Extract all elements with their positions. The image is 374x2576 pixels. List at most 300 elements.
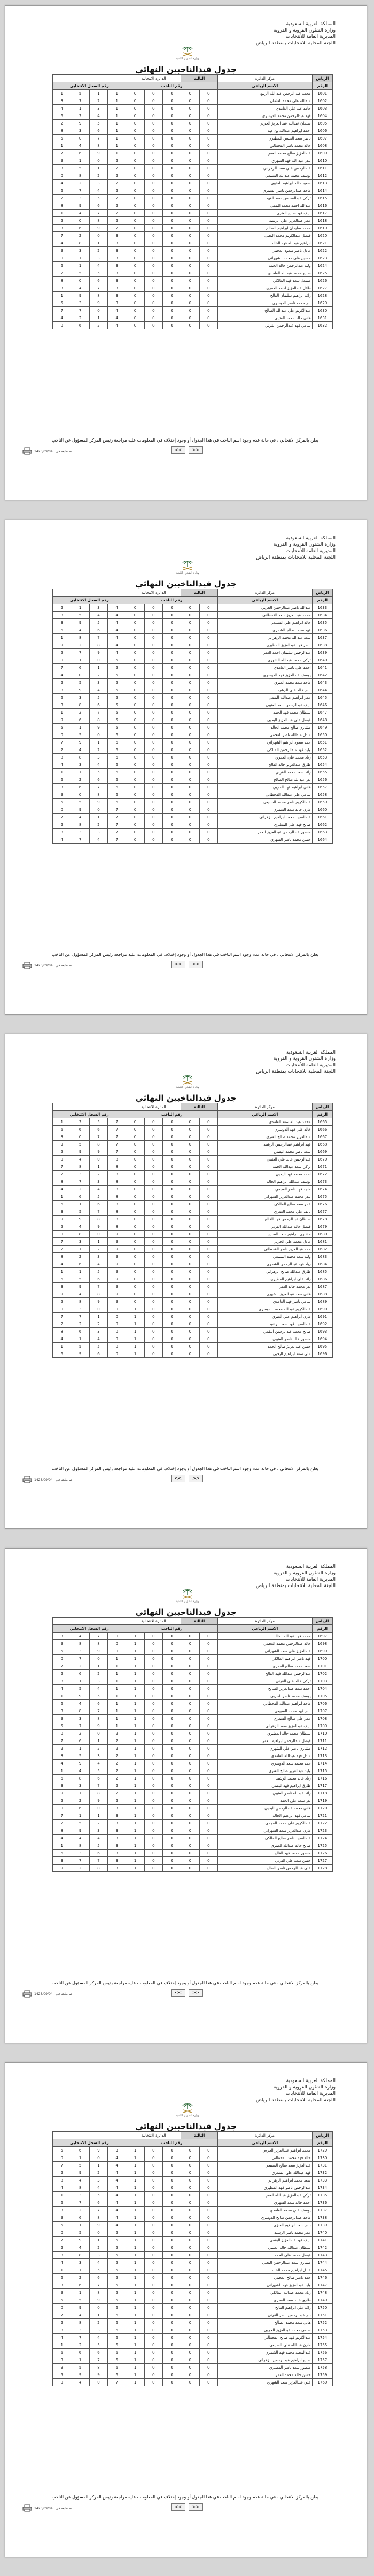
digit-cell: 0	[199, 724, 217, 731]
digit-cell: 0	[181, 1775, 199, 1782]
print-footer	[22, 1476, 72, 1483]
prev-page-button[interactable]: <<	[171, 2503, 185, 2511]
digit-cell: 1	[126, 2356, 144, 2364]
digit-cell: 0	[163, 634, 181, 641]
digit-cell: 1	[89, 239, 107, 247]
digit-cell: 4	[71, 626, 89, 634]
digit-cell: 4	[53, 2259, 71, 2266]
document-page	[5, 1548, 367, 2043]
digit-cell: 0	[199, 1328, 217, 1335]
table-row	[53, 686, 333, 694]
digit-cell: 0	[163, 641, 181, 649]
digit-cell: 4	[108, 2162, 126, 2169]
printer-icon[interactable]	[22, 962, 32, 969]
table-row	[53, 1335, 333, 1343]
digit-cell: 0	[144, 2169, 162, 2177]
digit-cell: 6	[53, 1700, 71, 1707]
digit-cell: 0	[126, 165, 144, 172]
digit-cell: 5	[53, 799, 71, 806]
digit-cell: 0	[144, 172, 162, 180]
table-row	[53, 1163, 333, 1171]
digit-cell: 9	[71, 1692, 89, 1700]
digit-cell: 0	[126, 97, 144, 105]
digit-cell: 0	[108, 1647, 126, 1655]
voter-name: عادل ابراهيم محمد الخالد	[217, 2266, 312, 2274]
digit-cell: 1	[71, 2356, 89, 2364]
digit-cell: 2	[108, 202, 126, 210]
row-number: 1615	[312, 195, 332, 202]
voter-name: ناصر فهد عبدالعزيز المطيري	[217, 641, 312, 649]
digit-cell: 0	[199, 1647, 217, 1655]
digit-cell: 6	[108, 2356, 126, 2364]
digit-cell: 0	[144, 1760, 162, 1767]
digit-cell: 2	[53, 2169, 71, 2177]
printer-icon[interactable]	[22, 1476, 32, 1483]
digit-cell: 0	[163, 1745, 181, 1752]
digit-cell: 0	[163, 2281, 181, 2289]
digit-cell: 0	[144, 2364, 162, 2371]
digit-cell: 0	[163, 1148, 181, 1156]
digit-cell: 1	[126, 1335, 144, 1343]
next-page-button[interactable]: >>	[189, 1475, 203, 1482]
digit-cell: 0	[181, 1343, 199, 1350]
center-label: مركز الدائرة	[217, 1103, 312, 1111]
table-row	[53, 1193, 333, 1201]
digit-cell: 0	[144, 1662, 162, 1670]
digit-cell: 9	[53, 1790, 71, 1797]
digit-cell: 0	[126, 649, 144, 656]
digit-cell: 6	[71, 322, 89, 329]
digit-cell: 0	[199, 1805, 217, 1812]
digit-cell: 7	[71, 649, 89, 656]
digit-cell: 0	[181, 262, 199, 269]
table-row	[53, 1260, 333, 1268]
digit-cell: 6	[53, 262, 71, 269]
emblem-caption: وزارة الشؤون البلدية	[176, 571, 199, 575]
digit-cell: 4	[71, 210, 89, 217]
digit-cell: 0	[53, 1655, 71, 1662]
digit-cell: 0	[181, 1313, 199, 1320]
digit-cell: 0	[163, 2311, 181, 2319]
digit-cell: 9	[71, 1350, 89, 1358]
table-row	[53, 127, 333, 135]
digit-cell: 4	[53, 239, 71, 247]
row-number: 1750	[312, 2304, 332, 2311]
digit-cell: 3	[108, 1850, 126, 1857]
digit-cell: 0	[144, 1290, 162, 1298]
digit-cell: 9	[89, 225, 107, 232]
voter-name: بندر سعد ابراهيم العنزي	[217, 2222, 312, 2229]
digit-cell: 0	[144, 1343, 162, 1350]
digit-cell: 7	[89, 1208, 107, 1216]
printer-icon[interactable]	[22, 447, 32, 455]
digit-cell: 0	[163, 277, 181, 284]
digit-cell: 5	[53, 649, 71, 656]
table-row	[53, 619, 333, 626]
digit-cell: 4	[53, 2184, 71, 2192]
digit-cell: 1	[126, 2371, 144, 2379]
digit-cell: 0	[181, 1670, 199, 1677]
digit-cell: 8	[53, 277, 71, 284]
digit-cell: 1	[89, 90, 107, 97]
digit-cell: 0	[144, 2237, 162, 2244]
next-page-button[interactable]: >>	[189, 961, 203, 968]
digit-cell: 0	[181, 686, 199, 694]
digit-cell: 0	[181, 284, 199, 292]
table-row	[53, 1820, 333, 1827]
digit-cell: 0	[181, 731, 199, 739]
table-row	[53, 112, 333, 120]
header-row	[53, 82, 333, 90]
digit-cell: 5	[89, 1692, 107, 1700]
table-row	[53, 2364, 333, 2371]
digit-cell: 1	[126, 1677, 144, 1685]
table-row	[53, 2147, 333, 2154]
table-row	[53, 2281, 333, 2289]
digit-cell: 2	[108, 217, 126, 225]
digit-cell: 6	[71, 1328, 89, 1335]
digit-cell: 2	[108, 1782, 126, 1790]
digit-cell: 5	[71, 2229, 89, 2237]
table-row	[53, 202, 333, 210]
digit-cell: 0	[181, 254, 199, 262]
row-number: 1662	[312, 821, 332, 829]
digit-cell: 1	[71, 105, 89, 112]
digit-cell: 0	[199, 1865, 217, 1872]
table-row	[53, 1790, 333, 1797]
table-row	[53, 2199, 333, 2207]
table-row	[53, 105, 333, 112]
digit-cell: 7	[53, 232, 71, 239]
digit-cell: 5	[53, 2296, 71, 2304]
digit-cell: 9	[89, 649, 107, 656]
digit-cell: 0	[144, 776, 162, 784]
digit-cell: 9	[89, 2371, 107, 2379]
digit-cell: 0	[163, 262, 181, 269]
digit-cell: 0	[53, 322, 71, 329]
digit-cell: 8	[71, 2184, 89, 2192]
digit-cell: 0	[163, 1850, 181, 1857]
digit-cell: 1	[126, 1775, 144, 1782]
prev-page-button[interactable]: <<	[171, 961, 185, 968]
digit-cell: 0	[126, 1163, 144, 1171]
next-page-button[interactable]: >>	[189, 446, 203, 454]
digit-cell: 0	[163, 97, 181, 105]
print-footer	[22, 447, 72, 455]
digit-cell: 0	[199, 1163, 217, 1171]
digit-cell: 1	[126, 1737, 144, 1745]
digit-cell: 0	[126, 1253, 144, 1260]
digit-cell: 0	[126, 1178, 144, 1186]
digit-cell: 0	[199, 1298, 217, 1305]
digit-cell: 4	[53, 761, 71, 769]
table-row	[53, 142, 333, 150]
row-number: 1737	[312, 2207, 332, 2214]
prev-page-button[interactable]: <<	[171, 1989, 185, 1997]
digit-cell: 5	[89, 269, 107, 277]
digit-cell: 0	[163, 769, 181, 776]
digit-cell: 0	[163, 1842, 181, 1850]
digit-cell: 0	[181, 142, 199, 150]
digit-cell: 3	[71, 2192, 89, 2199]
table-row	[53, 641, 333, 649]
digit-cell: 0	[144, 2371, 162, 2379]
table-row	[53, 150, 333, 157]
digit-cell: 0	[89, 2229, 107, 2237]
prev-page-button[interactable]: <<	[171, 446, 185, 454]
digit-cell: 9	[53, 247, 71, 254]
digit-cell: 0	[126, 292, 144, 299]
table-row	[53, 694, 333, 701]
digit-cell: 6	[89, 1275, 107, 1283]
digit-cell: 0	[181, 105, 199, 112]
row-number: 1683	[312, 1253, 332, 1260]
digit-cell: 7	[71, 307, 89, 314]
digit-cell: 2	[89, 2319, 107, 2326]
digit-cell: 0	[181, 634, 199, 641]
row-number: 1681	[312, 1238, 332, 1246]
digit-cell: 0	[163, 1700, 181, 1707]
table-row	[53, 225, 333, 232]
next-page-button[interactable]: >>	[189, 1989, 203, 1997]
row-number: 1640	[312, 656, 332, 664]
digit-cell: 0	[144, 1670, 162, 1677]
row-number: 1748	[312, 2289, 332, 2296]
digit-cell: 0	[71, 135, 89, 142]
voter-table	[52, 589, 333, 844]
digit-cell: 0	[163, 836, 181, 844]
digit-cell: 0	[108, 1343, 126, 1350]
digit-cell: 2	[89, 2169, 107, 2177]
digit-cell: 3	[53, 1208, 71, 1216]
row-number: 1760	[312, 2379, 332, 2386]
table-row	[53, 1850, 333, 1857]
digit-cell: 3	[71, 1850, 89, 1857]
voter-name: عبدالرحمن ناصر فهد المطيري	[217, 2184, 312, 2192]
center-label: مركز الدائرة	[217, 75, 312, 82]
digit-cell: 7	[71, 1722, 89, 1730]
digit-cell: 2	[71, 2341, 89, 2349]
digit-cell: 0	[199, 2356, 217, 2364]
row-number: 1746	[312, 2274, 332, 2281]
digit-cell: 0	[126, 187, 144, 195]
col-num: الرقم	[312, 82, 332, 90]
row-number: 1634	[312, 612, 332, 619]
digit-cell: 0	[181, 1677, 199, 1685]
digit-cell: 0	[126, 232, 144, 239]
digit-cell: 6	[53, 2199, 71, 2207]
next-page-button[interactable]: >>	[189, 2503, 203, 2511]
digit-cell: 0	[163, 761, 181, 769]
table-row	[53, 2311, 333, 2319]
digit-cell: 0	[144, 195, 162, 202]
table-row	[53, 2162, 333, 2169]
digit-cell: 0	[199, 2379, 217, 2386]
digit-cell: 2	[89, 247, 107, 254]
voter-name: حمد محمد سعد الدوسري	[217, 1760, 312, 1767]
digit-cell: 0	[144, 769, 162, 776]
digit-cell: 3	[53, 701, 71, 709]
digit-cell: 1	[126, 1328, 144, 1335]
digit-cell: 5	[71, 1343, 89, 1350]
voter-name: محمد ابراهيم عبدالعزيز الحربي	[217, 2147, 312, 2154]
digit-cell: 0	[181, 172, 199, 180]
digit-cell: 0	[181, 1633, 199, 1640]
digit-cell: 7	[89, 709, 107, 716]
digit-cell: 7	[71, 1178, 89, 1186]
digit-cell: 0	[144, 262, 162, 269]
row-number: 1625	[312, 269, 332, 277]
col-reg-no: رقم السجل الانتخابي	[53, 2139, 126, 2147]
digit-cell: 0	[126, 254, 144, 262]
digit-cell: 2	[53, 1320, 71, 1328]
voter-name: عبدالعزيز سعد صالح السبيعي	[217, 2162, 312, 2169]
digit-cell: 0	[181, 232, 199, 239]
digit-cell: 1	[126, 2349, 144, 2356]
digit-cell: 0	[163, 247, 181, 254]
digit-cell: 0	[181, 671, 199, 679]
row-number: 1629	[312, 299, 332, 307]
digit-cell: 0	[181, 2162, 199, 2169]
digit-cell: 7	[108, 1148, 126, 1156]
voter-name: احمد محمد فهد اليحيى	[217, 1171, 312, 1178]
digit-cell: 0	[53, 1805, 71, 1812]
digit-cell: 1	[126, 2147, 144, 2154]
digit-cell: 0	[181, 247, 199, 254]
digit-cell: 0	[144, 784, 162, 791]
digit-cell: 0	[199, 2177, 217, 2184]
table-row	[53, 2259, 333, 2266]
voter-name: رائد علي ابراهيم المطيري	[217, 1275, 312, 1283]
voter-name: يوسف محمد ناصر الحربي	[217, 1692, 312, 1700]
table-row	[53, 2289, 333, 2296]
digit-cell: 1	[89, 2162, 107, 2169]
digit-cell: 0	[126, 1141, 144, 1148]
letterhead-line: المملكة العربية السعودية	[286, 1050, 336, 1055]
voter-name: طارق عبدالله صالح الزهراني	[217, 1268, 312, 1275]
digit-cell: 0	[163, 784, 181, 791]
table-row	[53, 784, 333, 791]
digit-cell: 0	[126, 671, 144, 679]
voter-name: يوسف محمد عبدالله السبيعي	[217, 172, 312, 180]
digit-cell: 0	[144, 1820, 162, 1827]
digit-cell: 0	[199, 239, 217, 247]
digit-cell: 0	[163, 1685, 181, 1692]
col-num: الرقم	[312, 597, 332, 604]
header-row	[53, 597, 333, 604]
row-number: 1755	[312, 2341, 332, 2349]
digit-cell: 9	[89, 299, 107, 307]
digit-cell: 0	[126, 1193, 144, 1201]
row-number: 1641	[312, 664, 332, 671]
voter-name: ماجد عبدالرحمن ناصر الشمري	[217, 187, 312, 195]
voter-name: زياد محمد علي العمري	[217, 754, 312, 761]
voter-name: ماجد ابراهيم عبدالله القحطاني	[217, 1700, 312, 1707]
row-number: 1626	[312, 277, 332, 284]
digit-cell: 5	[53, 1223, 71, 1231]
digit-cell: 0	[181, 1193, 199, 1201]
digit-cell: 0	[181, 239, 199, 247]
table-row	[53, 2371, 333, 2379]
digit-cell: 3	[71, 1305, 89, 1313]
digit-cell: 0	[144, 1201, 162, 1208]
row-number: 1631	[312, 314, 332, 322]
digit-cell: 1	[126, 1820, 144, 1827]
digit-cell: 7	[89, 2281, 107, 2289]
voter-name: سامي علي عبدالله القحطاني	[217, 791, 312, 799]
printer-icon[interactable]	[22, 1990, 32, 1998]
row-number: 1697	[312, 1633, 332, 1640]
digit-cell: 4	[89, 836, 107, 844]
voter-name: عبدالعزيز محمد صالح العنزي	[217, 1133, 312, 1141]
digit-cell: 0	[181, 307, 199, 314]
digit-cell: 1	[126, 2244, 144, 2252]
digit-cell: 1	[71, 724, 89, 731]
digit-cell: 1	[126, 1305, 144, 1313]
digit-cell: 1	[126, 1313, 144, 1320]
digit-cell: 0	[163, 1208, 181, 1216]
table-row	[53, 761, 333, 769]
table-row	[53, 195, 333, 202]
table-row	[53, 1655, 333, 1662]
digit-cell: 0	[163, 2296, 181, 2304]
table-row	[53, 1133, 333, 1141]
digit-cell: 0	[163, 1246, 181, 1253]
digit-cell: 0	[181, 97, 199, 105]
digit-cell: 1	[108, 105, 126, 112]
digit-cell: 4	[89, 1760, 107, 1767]
notice-text: يعلن بالمركز الانتخابي ، في حالة عدم وجود اسم الناخب في هذا الجدول أو وجود إختلاف في المعلومات عليه مراجعة رئيس المركز المسؤول عن الناخب	[51, 1466, 318, 1471]
printer-icon[interactable]	[22, 2504, 32, 2512]
prev-page-button[interactable]: <<	[171, 1475, 185, 1482]
digit-cell: 0	[163, 686, 181, 694]
row-number: 1633	[312, 604, 332, 612]
table-row	[53, 2177, 333, 2184]
row-number: 1701	[312, 1662, 332, 1670]
digit-cell: 3	[108, 1835, 126, 1842]
digit-cell: 1	[71, 1745, 89, 1752]
digit-cell: 7	[89, 284, 107, 292]
table-row	[53, 716, 333, 724]
digit-cell: 0	[199, 314, 217, 322]
digit-cell: 4	[89, 1260, 107, 1268]
digit-cell: 0	[181, 195, 199, 202]
table-row	[53, 2169, 333, 2177]
digit-cell: 0	[181, 1298, 199, 1305]
digit-cell: 0	[163, 2259, 181, 2266]
digit-cell: 0	[199, 1842, 217, 1850]
digit-cell: 0	[126, 626, 144, 634]
voter-name: ماجد سعد محمد العنزي	[217, 679, 312, 686]
digit-cell: 8	[53, 1752, 71, 1760]
digit-cell: 0	[71, 277, 89, 284]
row-number: 1724	[312, 1835, 332, 1842]
digit-cell: 1	[126, 1320, 144, 1328]
row-number: 1601	[312, 90, 332, 97]
digit-cell: 0	[126, 1118, 144, 1126]
digit-cell: 1	[71, 1335, 89, 1343]
digit-cell: 0	[89, 307, 107, 314]
digit-cell: 0	[126, 284, 144, 292]
letterhead-line: وزارة الشئون القروية و القروية	[273, 2085, 336, 2090]
digit-cell: 1	[53, 1767, 71, 1775]
digit-cell: 6	[108, 2349, 126, 2356]
digit-cell: 1	[126, 2311, 144, 2319]
digit-cell: 0	[181, 649, 199, 656]
digit-cell: 0	[163, 1767, 181, 1775]
digit-cell: 0	[199, 1275, 217, 1283]
table-row	[53, 165, 333, 172]
